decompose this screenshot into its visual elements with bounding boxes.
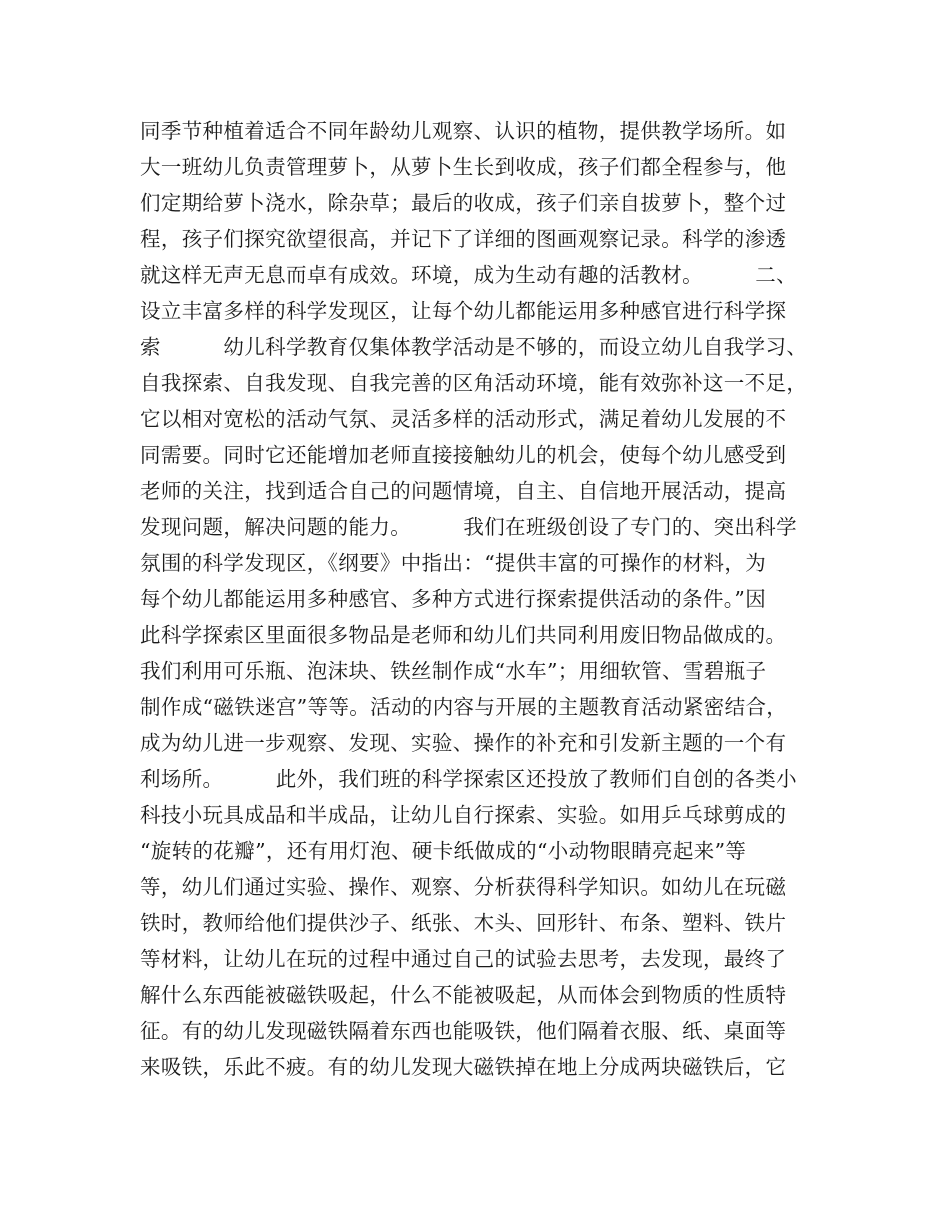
text-line: 征。有的幼儿发现磁铁隔着东西也能吸铁，他们隔着衣服、纸、桌面等 xyxy=(140,1019,787,1043)
text-line: 设立丰富多样的科学发现区，让每个幼儿都能运用多种感官进行科学探 xyxy=(140,299,787,323)
text-line: 此科学探索区里面很多物品是老师和幼儿们共同利用废旧物品做成的。 xyxy=(140,623,787,647)
text-line: 每个幼儿都能运用多种感官、多种方式进行探索提供活动的条件。”因 xyxy=(140,587,767,611)
text-line: 们定期给萝卜浇水，除杂草；最后的收成，孩子们亲自拔萝卜，整个过 xyxy=(140,191,787,215)
text-line: 它以相对宽松的活动气氛、灵活多样的活动形式，满足着幼儿发展的不 xyxy=(140,407,787,431)
text-line: 来吸铁，乐此不疲。有的幼儿发现大磁铁掉在地上分成两块磁铁后，它 xyxy=(140,1055,787,1079)
text-line: 氛围的科学发现区，《纲要》中指出：“提供丰富的可操作的材料，为 xyxy=(140,551,767,575)
text-line: 老师的关注，找到适合自己的问题情境，自主、自信地开展活动，提高 xyxy=(140,479,787,503)
text-line: 利场所。 此外，我们班的科学探索区还投放了教师们自创的各类小 xyxy=(140,767,797,791)
text-line: 等，幼儿们通过实验、操作、观察、分析获得科学知识。如幼儿在玩磁 xyxy=(140,875,787,899)
text-line: 就这样无声无息而卓有成效。环境，成为生动有趣的活教材。 二、 xyxy=(140,263,797,287)
text-line: 程，孩子们探究欲望很高，并记下了详细的图画观察记录。科学的渗透 xyxy=(140,227,787,251)
text-line: 科技小玩具成品和半成品，让幼儿自行探索、实验。如用乒乓球剪成的 xyxy=(140,803,787,827)
text-line: “旋转的花瓣”，还有用灯泡、硬卡纸做成的“小动物眼睛亮起来”等 xyxy=(140,839,747,863)
text-line: 自我探索、自我发现、自我完善的区角活动环境，能有效弥补这一不足， xyxy=(140,371,808,395)
text-line: 同需要。同时它还能增加老师直接接触幼儿的机会，使每个幼儿感受到 xyxy=(140,443,787,467)
text-line: 等材料，让幼儿在玩的过程中通过自己的试验去思考，去发现，最终了 xyxy=(140,947,787,971)
text-line: 成为幼儿进一步观察、发现、实验、操作的补充和引发新主题的一个有 xyxy=(140,731,787,755)
text-line: 同季节种植着适合不同年龄幼儿观察、认识的植物，提供教学场所。如 xyxy=(140,119,787,143)
text-line: 解什么东西能被磁铁吸起，什么不能被吸起，从而体会到物质的性质特 xyxy=(140,983,787,1007)
text-line: 索 幼儿科学教育仅集体教学活动是不够的，而设立幼儿自我学习、 xyxy=(140,335,808,359)
text-line: 铁时，教师给他们提供沙子、纸张、木头、回形针、布条、塑料、铁片 xyxy=(140,911,787,935)
text-line: 制作成“磁铁迷宫”等等。活动的内容与开展的主题教育活动紧密结合， xyxy=(140,695,788,719)
body-text xyxy=(140,113,830,1085)
text-line: 发现问题，解决问题的能力。 我们在班级创设了专门的、突出科学 xyxy=(140,515,797,539)
text-line: 大一班幼儿负责管理萝卜，从萝卜生长到收成，孩子们都全程参与，他 xyxy=(140,155,787,179)
text-line: 我们利用可乐瓶、泡沫块、铁丝制作成“水车”；用细软管、雪碧瓶子 xyxy=(140,659,767,683)
